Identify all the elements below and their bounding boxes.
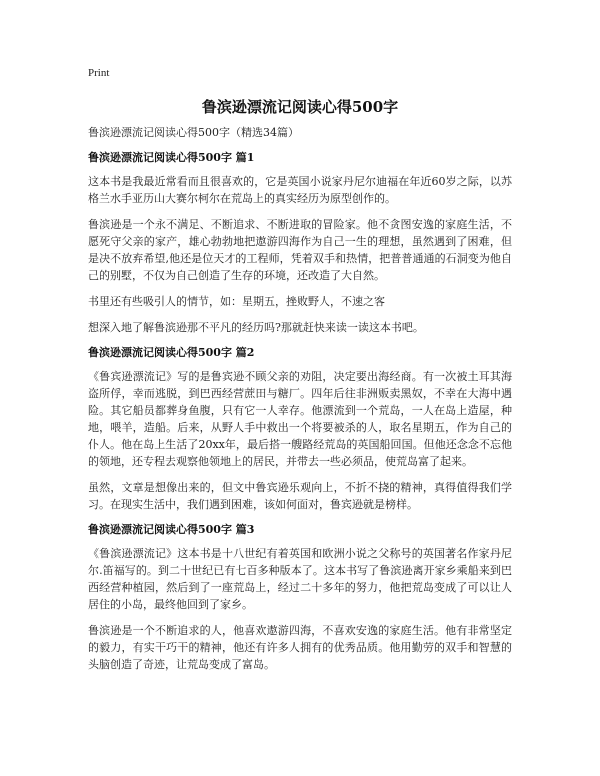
section-heading: 鲁滨逊漂流记阅读心得500字 篇3 [88,523,255,536]
section-heading: 鲁滨逊漂流记阅读心得500字 篇1 [88,151,255,164]
paragraph: 《鲁宾逊漂流记》写的是鲁宾逊不顾父亲的劝阻，决定要出海经商。有一次被土耳其海盗所俘，幸而逃脱，到巴西经营蔗田与糖厂。四年后往非洲贩卖黑奴，不幸在大海中遇险。其它船员都葬身鱼腹，只有它一人幸存。他漂流到一个荒岛，一人在岛上造屋，种地，喂羊，造船。后来，从野人手中救出一个将要被杀的人，取名星期五，作为自己的仆人。他在岛上生活了20xx年，最后搭一艘路经荒岛的英国船回国。但他还念念不忘他的领地，还专程去观察他领地上的居民，并带去一些必须品，使荒岛富了起来。 [88,370,512,468]
paragraph: 《鲁滨逊漂流记》这本书是十八世纪有着英国和欧洲小说之父称号的英国著名作家丹尼尔.笛福写的。到二十世纪已有七百多种版本了。这本书写了鲁滨逊离开家乡乘船来到巴西经营种植园，然后到了一座荒岛上，经过二十多年的努力，他把荒岛变成了可以让人居住的小岛，最终他回到了家乡。 [88,547,512,611]
section-2 [88,345,512,513]
paragraph: 虽然，文章是想像出来的，但文中鲁宾逊乐观向上，不折不挠的精神，真得值得我们学习。在现实生活中，我们遇到困难，该如何面对，鲁宾逊就是榜样。 [88,481,512,511]
section-1 [88,150,512,336]
page-subtitle: 鲁滨逊漂流记阅读心得500字（精选34篇） [88,126,299,139]
section-3 [88,522,512,673]
document-page [88,66,512,673]
paragraph: 想深入地了解鲁滨逊那不平凡的经历吗?那就赶快来读一读这本书吧。 [88,321,424,334]
print-label[interactable]: Print [88,67,110,79]
paragraph: 书里还有些吸引人的情节，如：星期五，挫败野人，不速之客 [88,295,385,308]
paragraph: 鲁滨逊是一个不断追求的人，他喜欢遨游四海，不喜欢安逸的家庭生活。他有非常坚定的毅力，有实干巧干的精神，他还有许多人拥有的优秀品质。他用勤劳的双手和智慧的头脑创造了奇迹，让荒岛变成了富岛。 [88,624,512,671]
page-title: 鲁滨逊漂流记阅读心得500字 [201,98,399,116]
paragraph: 这本书是我最近常看而且很喜欢的，它是英国小说家丹尼尔迪福在年近60岁之际，以苏格兰水手亚历山大赛尔柯尔在荒岛上的真实经历为原型创作的。 [88,175,512,205]
section-heading: 鲁滨逊漂流记阅读心得500字 篇2 [88,346,255,359]
paragraph: 鲁滨逊是一个永不满足、不断追求、不断进取的冒险家。他不贪图安逸的家庭生活，不愿死守父亲的家产，雄心勃勃地把遨游四海作为自己一生的理想，虽然遇到了困难，但是决不放弃希望,他还是位天才的工程师，凭着双手和热情，把普普通通的石洞变为他自己的别墅，不仅为自己创造了生存的环境，还改造了大自然。 [88,218,512,282]
